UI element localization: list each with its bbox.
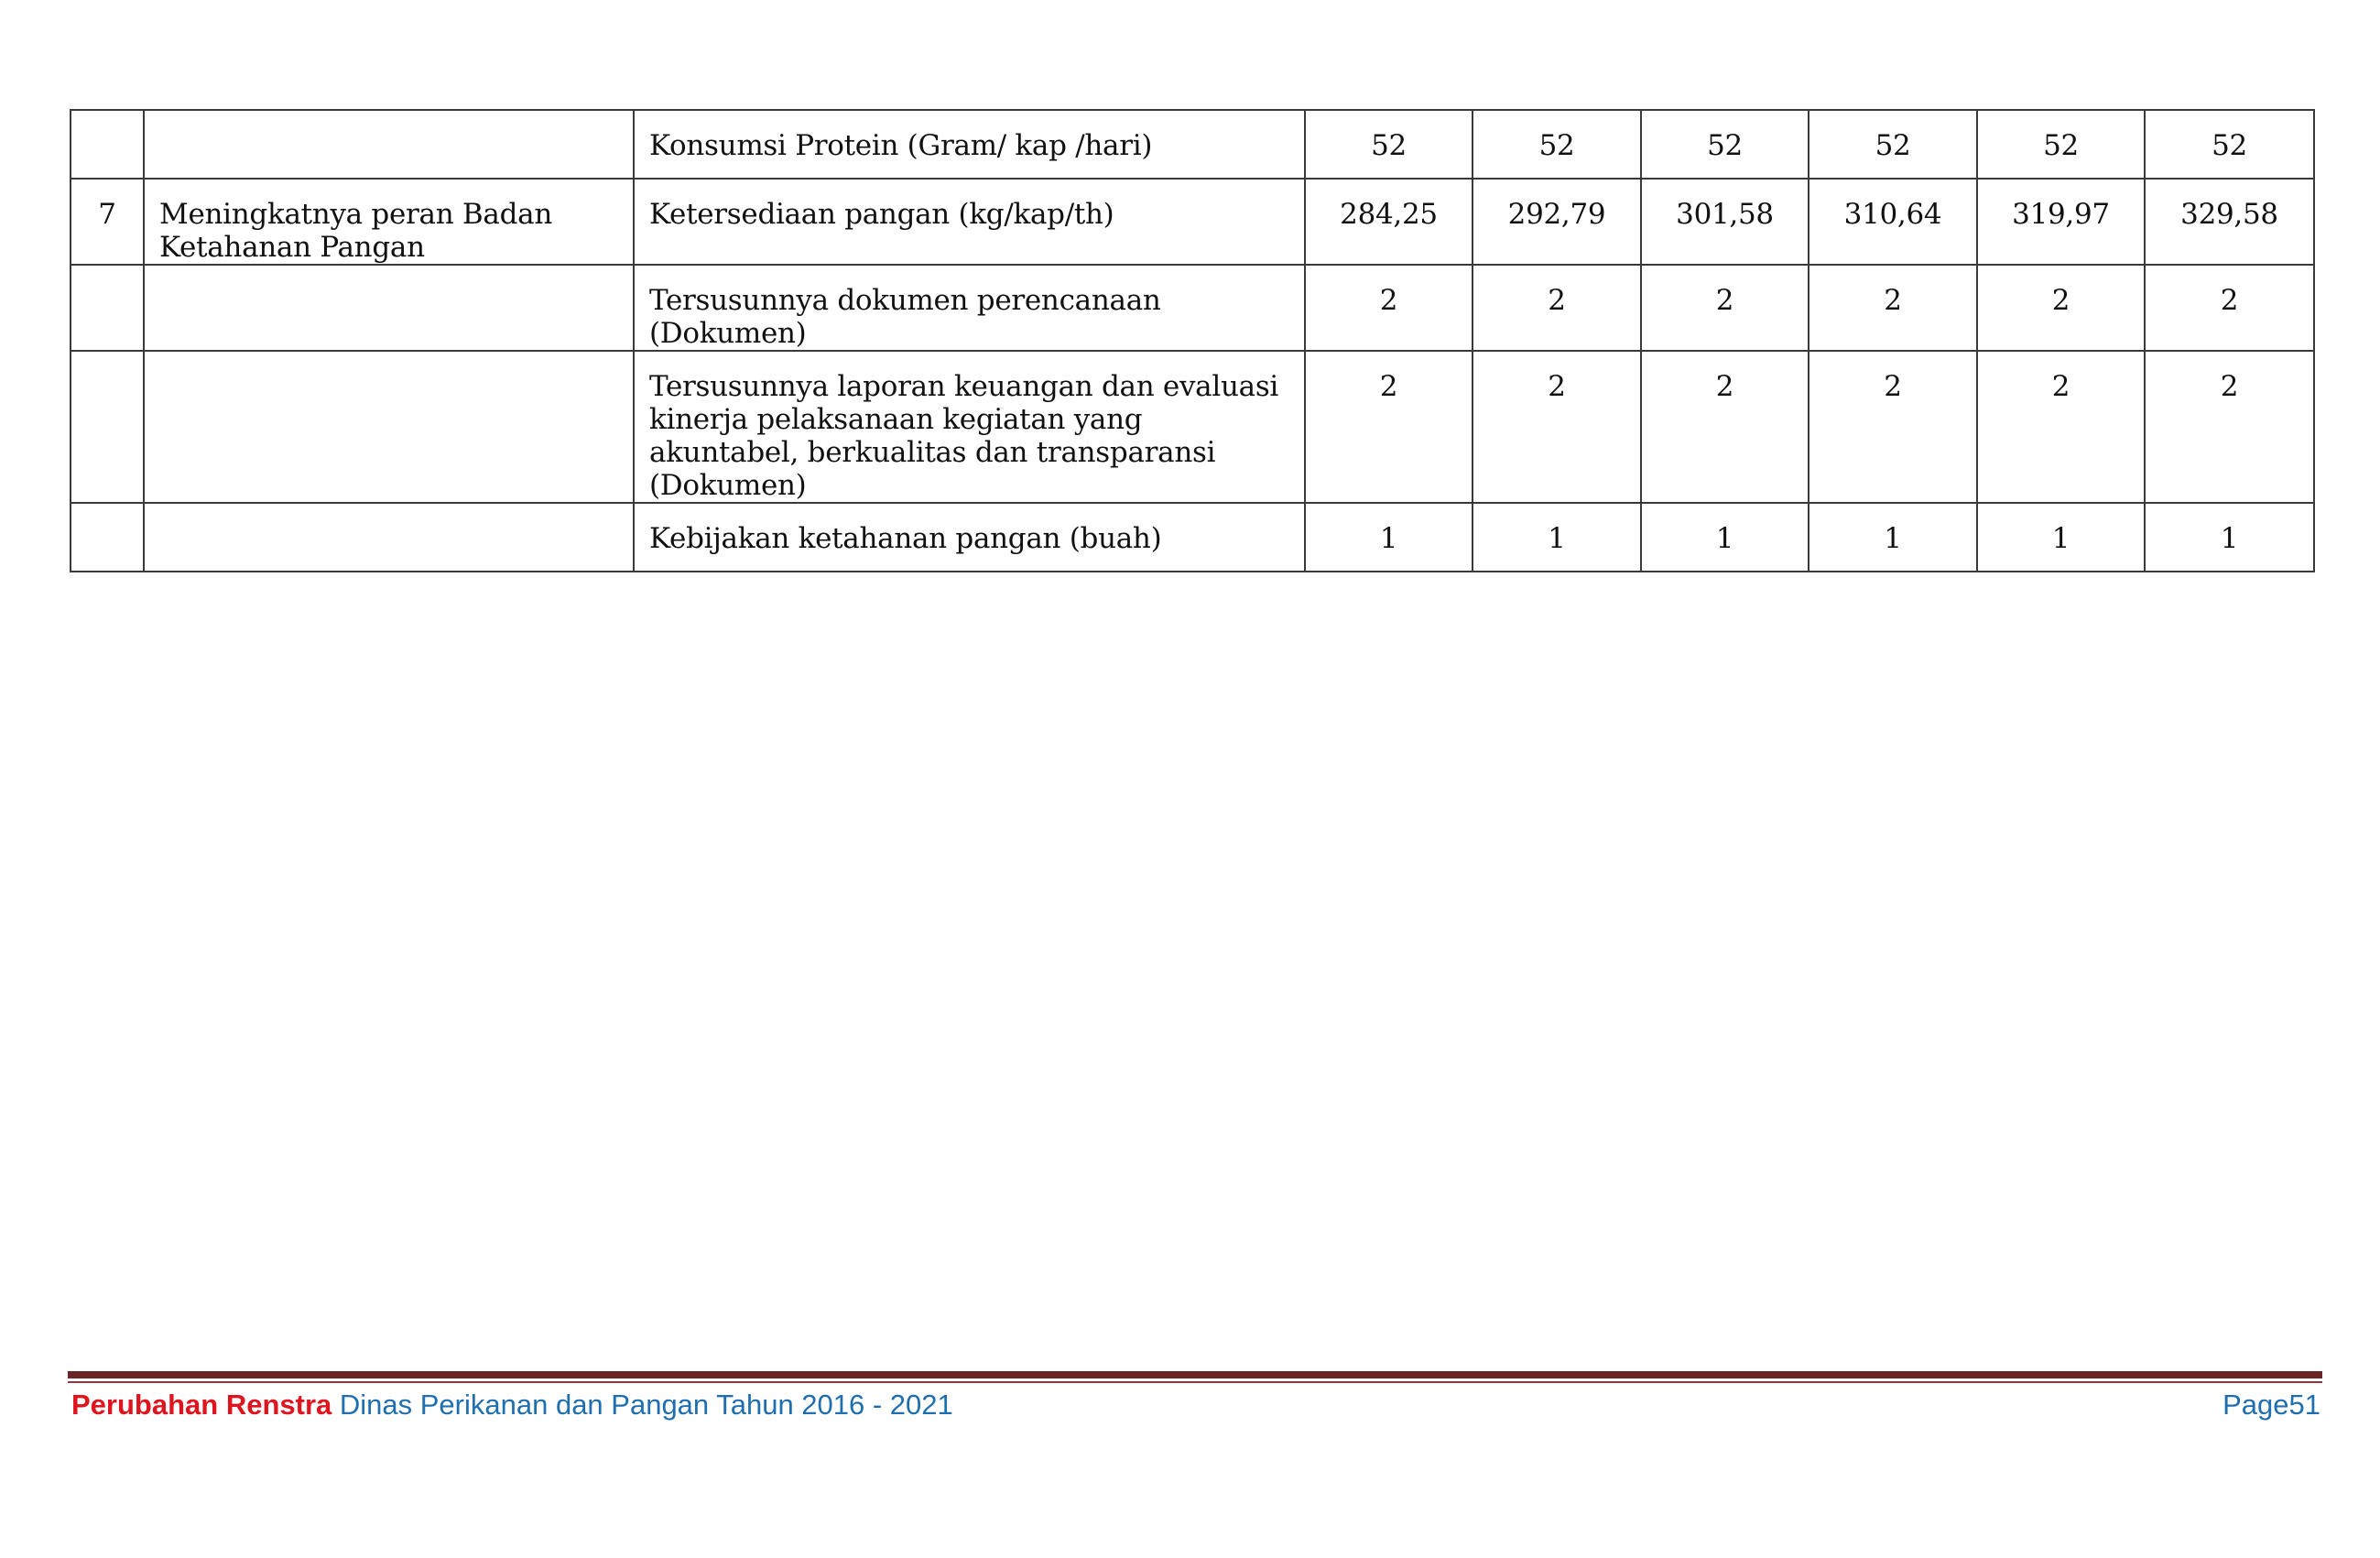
target-value: 1 — [1641, 503, 1809, 572]
page-footer — [71, 1385, 2320, 1425]
target-value: 2 — [2145, 265, 2314, 351]
target-value: 319,97 — [1977, 179, 2145, 265]
row-number — [71, 110, 144, 179]
objective-cell: Meningkatnya peran Badan Ketahanan Pangan — [144, 179, 634, 265]
target-value: 2 — [2145, 351, 2314, 503]
target-value: 2 — [1473, 351, 1641, 503]
target-value: 52 — [1641, 110, 1809, 179]
footer-title-strong: Perubahan Renstra — [71, 1389, 332, 1421]
indicator-cell: Kebijakan ketahanan pangan (buah) — [634, 503, 1305, 572]
row-number: 7 — [71, 179, 144, 265]
target-value: 329,58 — [2145, 179, 2314, 265]
target-value: 292,79 — [1473, 179, 1641, 265]
objective-cell — [144, 265, 634, 351]
target-value: 310,64 — [1809, 179, 1977, 265]
target-value: 2 — [1809, 265, 1977, 351]
objective-cell — [144, 503, 634, 572]
target-value: 1 — [2145, 503, 2314, 572]
target-value: 301,58 — [1641, 179, 1809, 265]
table-row — [71, 110, 2314, 179]
target-value: 2 — [1641, 351, 1809, 503]
target-value: 52 — [1473, 110, 1641, 179]
footer-rule-thin — [68, 1381, 2322, 1383]
table-row — [71, 503, 2314, 572]
target-value: 52 — [2145, 110, 2314, 179]
indicator-cell: Konsumsi Protein (Gram/ kap /hari) — [634, 110, 1305, 179]
target-value: 2 — [1473, 265, 1641, 351]
objective-cell — [144, 110, 634, 179]
footer-title-rest: Dinas Perikanan dan Pangan Tahun 2016 - 2021 — [331, 1389, 953, 1421]
table-row — [71, 265, 2314, 351]
row-number — [71, 351, 144, 503]
row-number — [71, 503, 144, 572]
target-value: 2 — [1977, 265, 2145, 351]
indicator-cell: Tersusunnya dokumen perencanaan (Dokumen) — [634, 265, 1305, 351]
table-row — [71, 179, 2314, 265]
target-value: 1 — [1977, 503, 2145, 572]
target-value: 52 — [1977, 110, 2145, 179]
row-number — [71, 265, 144, 351]
target-value: 2 — [1305, 265, 1473, 351]
target-value: 52 — [1305, 110, 1473, 179]
indicator-cell: Ketersediaan pangan (kg/kap/th) — [634, 179, 1305, 265]
target-value: 52 — [1809, 110, 1977, 179]
target-value: 2 — [1641, 265, 1809, 351]
indicator-cell: Tersusunnya laporan keuangan dan evaluasi kinerja pelaksanaan kegiatan yang akuntabel, berkualitas dan transparansi (Dokumen) — [634, 351, 1305, 503]
table-row — [71, 351, 2314, 503]
target-value: 284,25 — [1305, 179, 1473, 265]
page-number: Page51 — [2222, 1389, 2320, 1421]
target-value: 2 — [1977, 351, 2145, 503]
footer-rule-thick — [68, 1371, 2322, 1378]
target-value: 2 — [1809, 351, 1977, 503]
footer-title — [71, 1385, 953, 1425]
target-value: 1 — [1809, 503, 1977, 572]
target-value: 1 — [1305, 503, 1473, 572]
target-value: 1 — [1473, 503, 1641, 572]
renstra-target-table — [70, 109, 2315, 572]
target-value: 2 — [1305, 351, 1473, 503]
objective-cell — [144, 351, 634, 503]
